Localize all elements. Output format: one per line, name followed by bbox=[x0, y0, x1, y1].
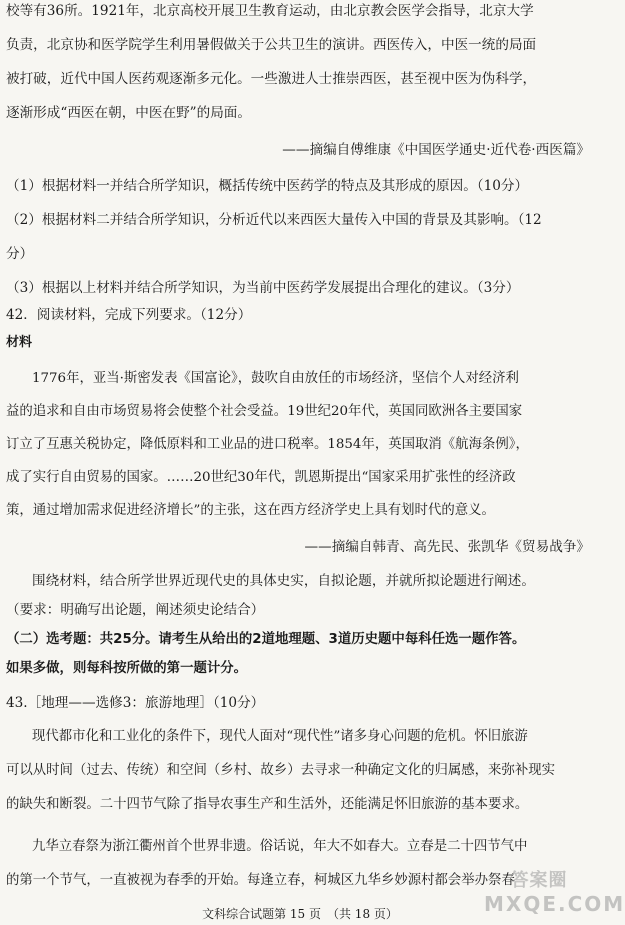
question-42-task: 围绕材料，结合所学世界近现代史的具体史实，自拟论题，并就所拟论题进行阐述。 bbox=[32, 573, 535, 589]
question-41-1: （1）根据材料一并结合所学知识，概括传统中医药学的特点及其形成的原因。（10分） bbox=[6, 178, 529, 194]
material1-line: 负责，北京协和医学院学生利用暑假做关于公共卫生的演讲。西医传入，中医一统的局面 bbox=[6, 37, 537, 53]
material3-line: 可以从时间（过去、传统）和空间（乡村、故乡）去寻求一种确定文化的归属感，来弥补现实 bbox=[6, 763, 556, 778]
question-42-requirement: （要求：明确写出论题，阐述须史论结合） bbox=[6, 602, 265, 618]
material2-line: 策，通过增加需求促进经济增长”的主张，这在西方经济学史上具有划时代的意义。 bbox=[6, 503, 495, 518]
question-43-heading: 43.［地理——选修3：旅游地理］（10分） bbox=[6, 695, 265, 711]
material3-line: 现代都市化和工业化的条件下，现代人面对“现代性”诸多身心问题的危机。怀旧旅游 bbox=[32, 729, 528, 744]
question-41-2-cont: 分） bbox=[6, 246, 34, 262]
material2-line: 订立了互惠关税协定，降低原料和工业品的进口税率。1854年，英国取消《航海条例》， bbox=[6, 437, 529, 452]
material3-line: 的第一个节气，一直被视为春季的开始。每逢立春，柯城区九华乡妙源村都会举办祭春 bbox=[6, 873, 515, 888]
watermark-logo bbox=[484, 866, 625, 922]
material1-line: 被打破，近代中国人医药观逐渐多元化。一些激进人士推崇西医，甚至视中医为伪科学， bbox=[6, 71, 537, 87]
question-41-2: （2）根据材料二并结合所学知识，分析近代以来西医大量传入中国的背景及其影响。（12 bbox=[6, 212, 542, 228]
question-42-intro: 42．阅读材料，完成下列要求。（12分） bbox=[6, 307, 252, 323]
watermark-domain: MXQE.COM bbox=[484, 892, 625, 916]
material1-source: ——摘编自傅维康《中国医学通史·近代卷·西医篇》 bbox=[282, 142, 590, 158]
watermark-text: 答案圈 bbox=[510, 870, 568, 891]
material2-line: 成了实行自由贸易的国家。……20世纪30年代，凯恩斯提出“国家采用扩张性的经济政 bbox=[6, 470, 516, 485]
material3-line: 的缺失和断裂。二十四节气除了指导农事生产和生活外，还能满足怀旧旅游的基本要求。 bbox=[6, 797, 529, 812]
material2-line: 1776年，亚当·斯密发表《国富论》，鼓吹自由放任的市场经济，坚信个人对经济利 bbox=[32, 371, 519, 386]
material3-line: 九华立春祭为浙江衢州首个世界非遗。俗话说，年大不如春大。立春是二十四节气中 bbox=[32, 839, 528, 854]
material1-line: 逐渐形成“西医在朝，中医在野”的局面。 bbox=[6, 105, 251, 121]
material1-line: 校等有36所。1921年，北京高校开展卫生教育运动，由北京教会医学会指导，北京大学 bbox=[6, 3, 534, 19]
question-41-3: （3）根据以上材料并结合所学知识，为当前中医药学发展提出合理化的建议。（3分） bbox=[6, 280, 520, 296]
section2-instruction: （二）选考题：共25分。请考生从给出的2道地理题、3道历史题中每科任选一题作答。 bbox=[6, 632, 526, 647]
material-label: 材料 bbox=[6, 335, 33, 350]
material2-line: 益的追求和自由市场贸易将会使整个社会受益。19世纪20年代，英国同欧洲各主要国家 bbox=[6, 404, 523, 419]
material2-source: ——摘编自韩青、高先民、张凯华《贸易战争》 bbox=[304, 539, 590, 555]
page-footer: 文科综合试题第 15 页 （共 18 页） bbox=[202, 907, 398, 921]
section2-instruction-cont: 如果多做，则每科按所做的第一题计分。 bbox=[6, 661, 248, 676]
